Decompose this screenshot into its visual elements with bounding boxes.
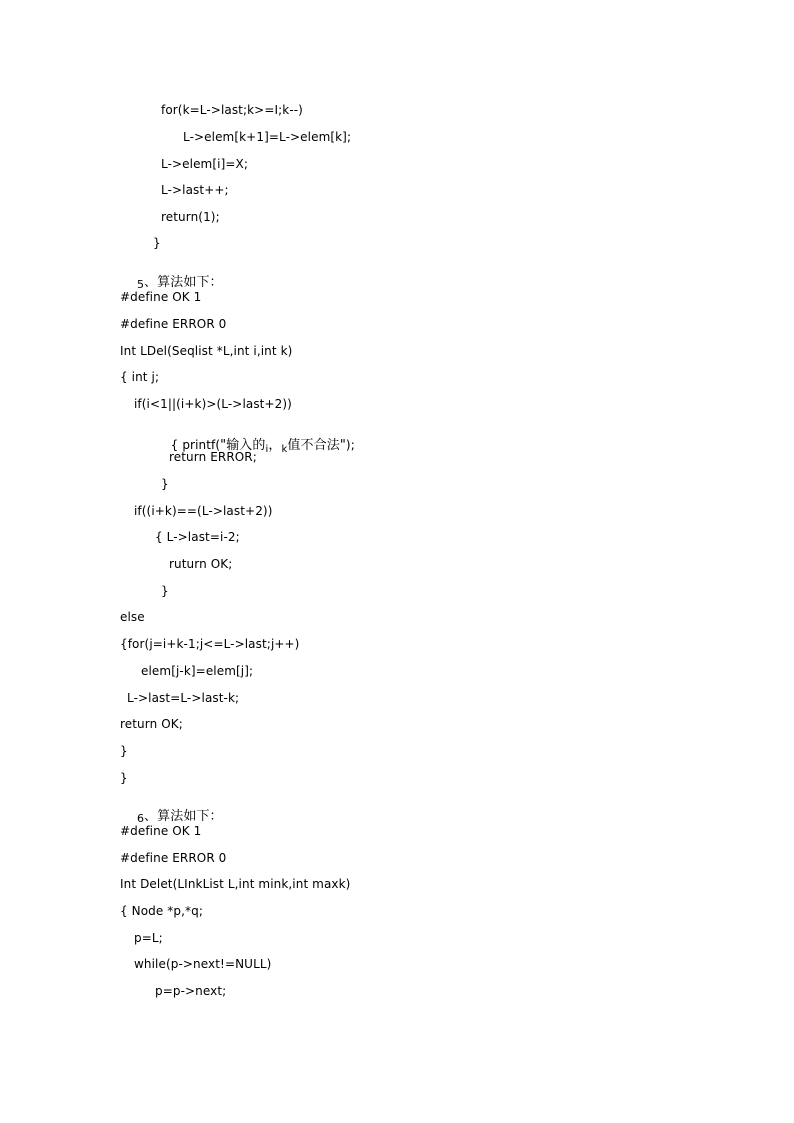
code-line: p=L;	[134, 931, 163, 945]
code-line: return OK;	[120, 717, 183, 731]
code-line: { Node *p,*q;	[120, 904, 203, 918]
code-fragment: ，	[268, 438, 282, 453]
code-line: L->elem[k+1]=L->elem[k];	[183, 130, 352, 144]
code-line: }	[161, 584, 169, 598]
code-fragment: );	[345, 438, 355, 452]
code-line: L->last=L->last-k;	[127, 691, 240, 705]
code-fragment: "输入的	[220, 438, 266, 453]
code-line: }	[120, 744, 128, 758]
code-line: }	[120, 771, 128, 785]
code-line: else	[120, 610, 145, 624]
code-line: { L->last=i-2;	[155, 530, 240, 544]
code-line: #define ERROR 0	[120, 317, 227, 331]
code-line: { int j;	[120, 370, 160, 384]
code-line: elem[j-k]=elem[j];	[141, 664, 254, 678]
code-fragment: 值不合法"	[287, 438, 346, 453]
code-fragment: k	[281, 444, 288, 455]
code-line: if((i+k)==(L->last+2))	[134, 504, 273, 518]
code-line: return ERROR;	[169, 450, 257, 464]
code-line: p=p->next;	[155, 984, 227, 998]
code-line: {for(j=i+k-1;j<=L->last;j++)	[120, 637, 300, 651]
code-line: #define OK 1	[120, 290, 202, 304]
code-line: }	[153, 236, 161, 250]
code-line: #define ERROR 0	[120, 851, 227, 865]
code-line: }	[161, 477, 169, 491]
code-fragment: i	[265, 444, 269, 455]
code-line: Int Delet(LInkList L,int mink,int maxk)	[120, 877, 351, 891]
code-line: Int LDel(Seqlist *L,int i,int k)	[120, 344, 293, 358]
section-number: 6	[136, 812, 145, 825]
code-line: if(i<1||(i+k)>(L->last+2))	[134, 397, 292, 411]
code-line: L->last++;	[161, 183, 229, 197]
code-fragment: { printf(	[170, 438, 221, 452]
code-line: for(k=L->last;k>=I;k--)	[161, 103, 303, 117]
section-title: 、算法如下：	[144, 809, 223, 824]
section-title: 、算法如下：	[144, 275, 223, 290]
code-line: while(p->next!=NULL)	[134, 957, 272, 971]
code-line: L->elem[i]=X;	[161, 157, 248, 171]
code-line: #define OK 1	[120, 824, 202, 838]
code-line: return(1);	[161, 210, 220, 224]
code-line: ruturn OK;	[169, 557, 233, 571]
section-number: 5	[136, 278, 145, 291]
